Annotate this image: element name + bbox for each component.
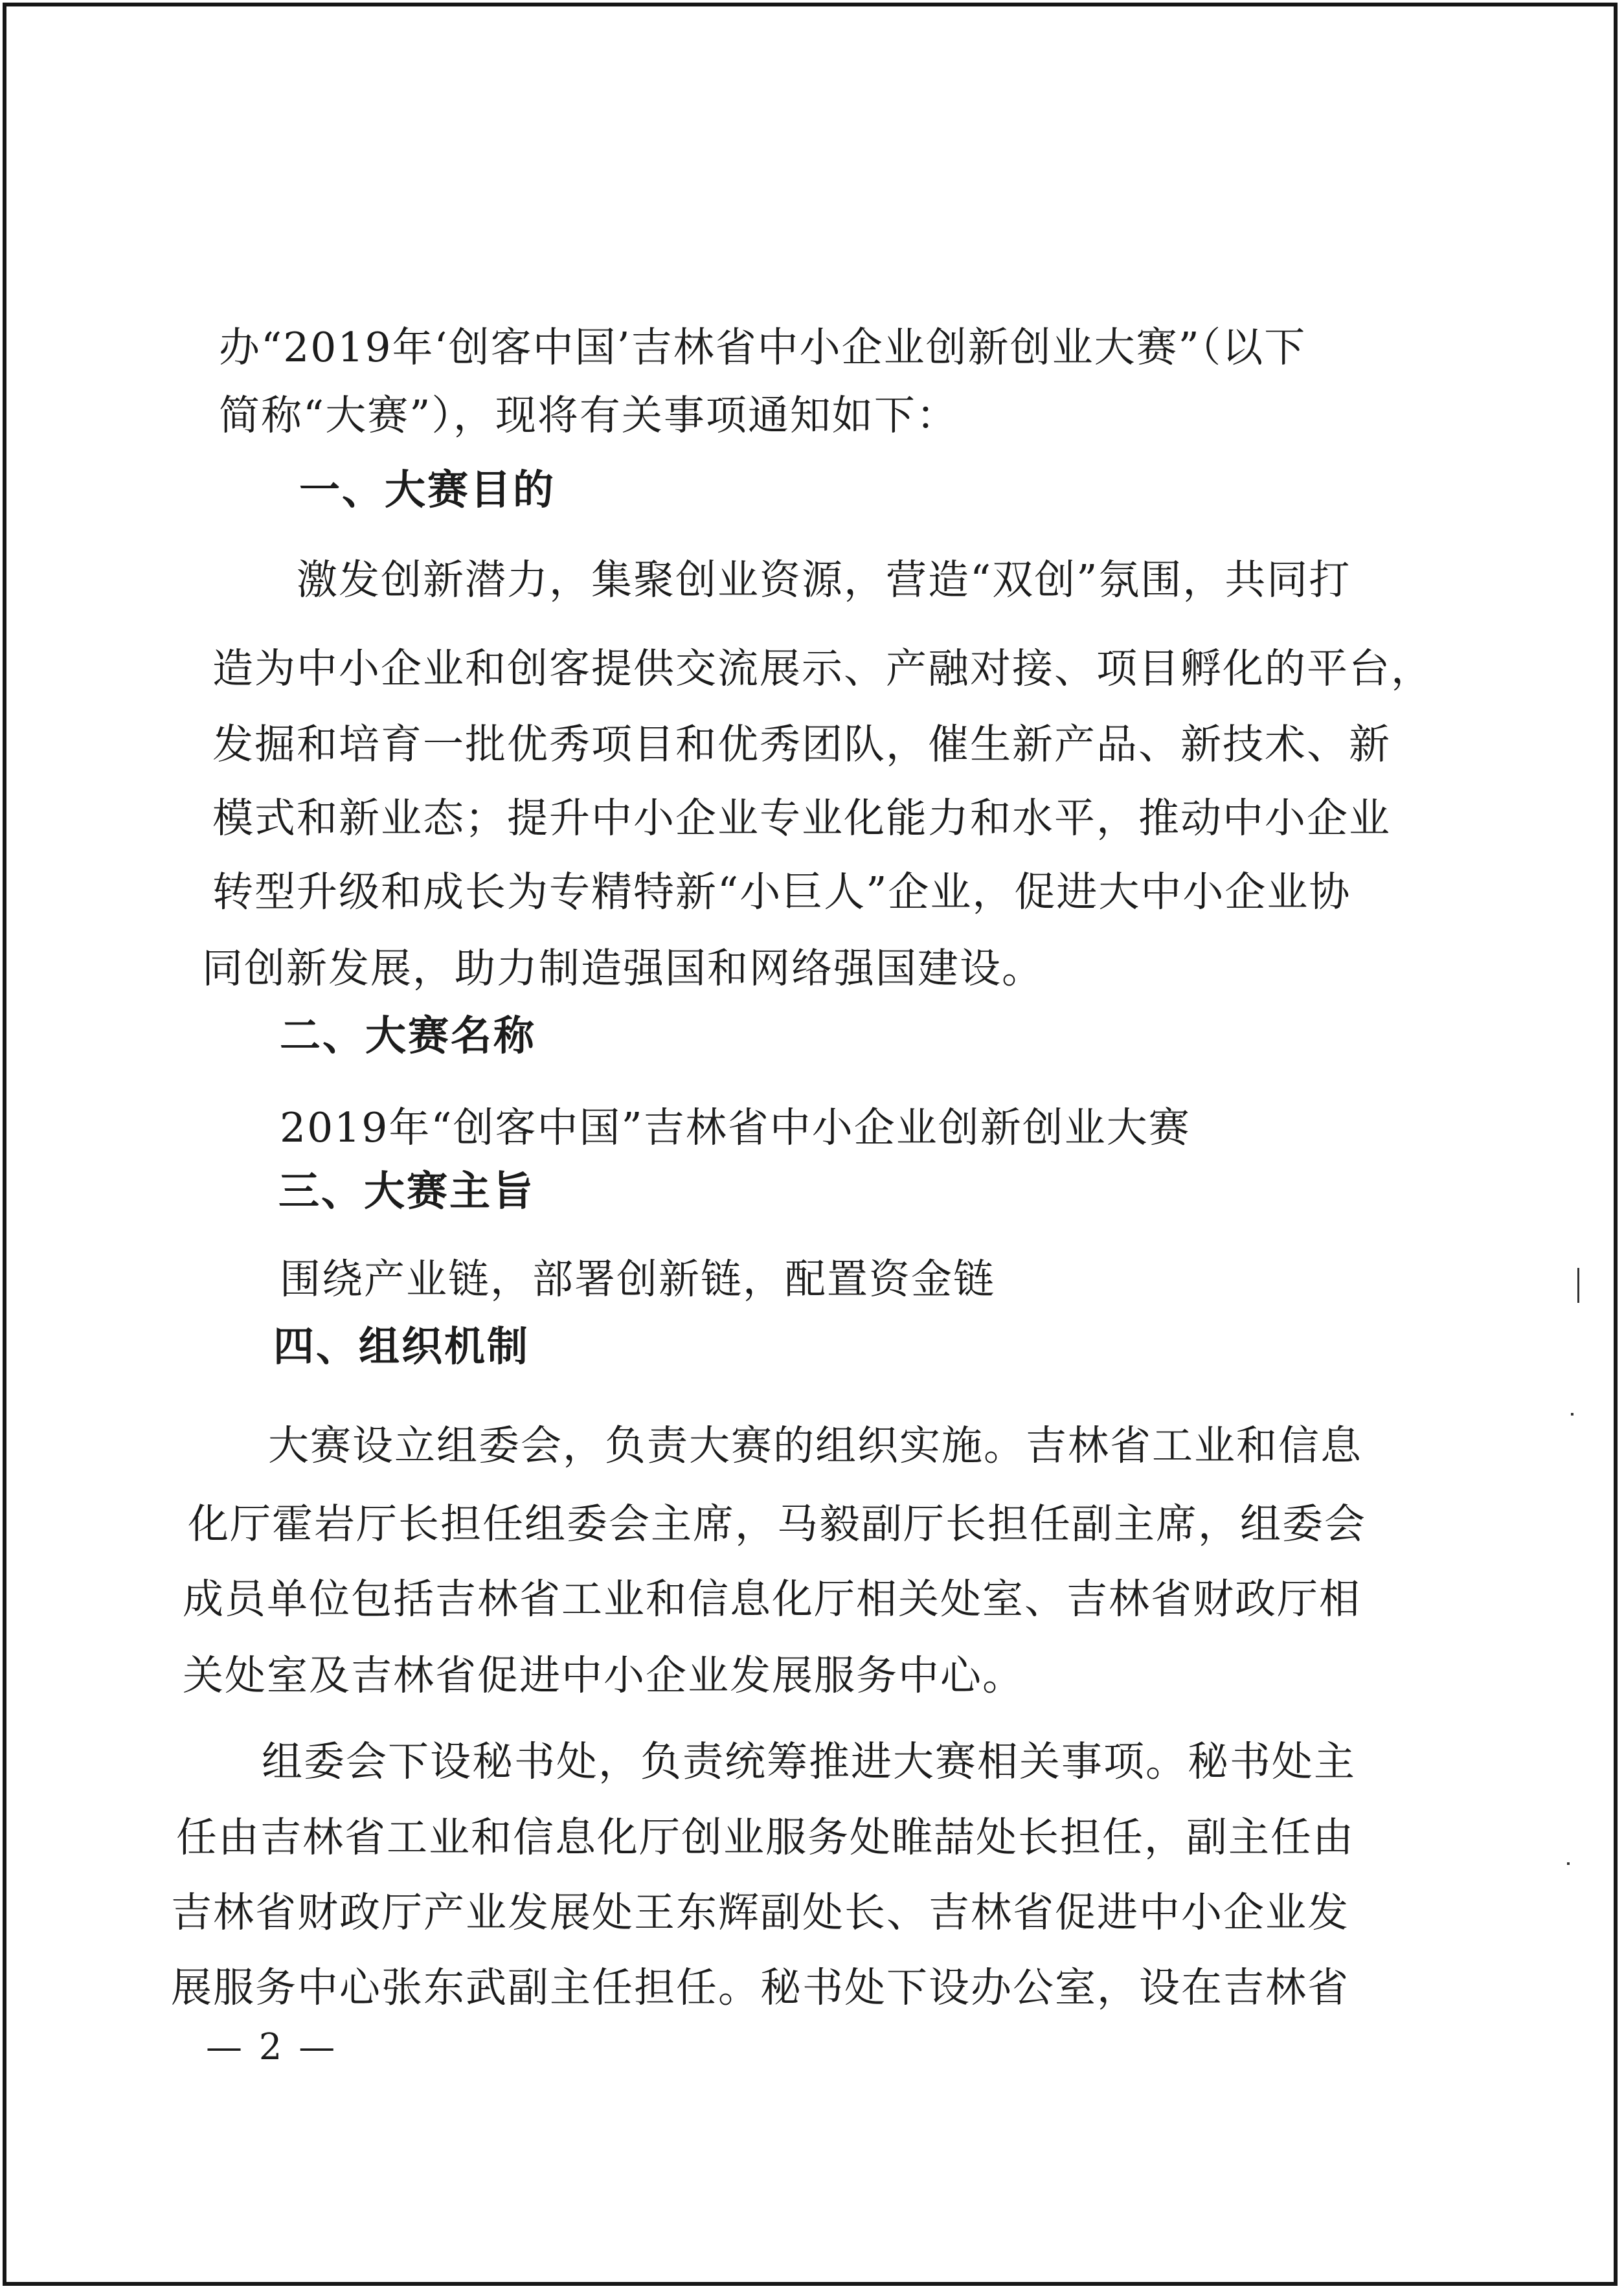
section-heading-purpose: 一、大赛目的 bbox=[299, 466, 556, 514]
scan-speck bbox=[1571, 1413, 1573, 1416]
body-text-line: 办“2019年‘创客中国’吉林省中小企业创新创业大赛”（以下 bbox=[219, 324, 1307, 371]
theme-line: 围绕产业链，部署创新链，配置资金链 bbox=[280, 1256, 995, 1303]
competition-name-line: 2019年“创客中国”吉林省中小企业创新创业大赛 bbox=[280, 1104, 1191, 1151]
section-heading-theme: 三、大赛主旨 bbox=[278, 1168, 535, 1215]
scan-speck bbox=[1567, 1862, 1570, 1865]
body-text-line: 激发创新潜力，集聚创业资源，营造“双创”氛围，共同打 bbox=[297, 556, 1351, 604]
body-text-line: 吉林省财政厅产业发展处王东辉副处长、吉林省促进中小企业发 bbox=[171, 1889, 1349, 1936]
body-text-line: 大赛设立组委会，负责大赛的组织实施。吉林省工业和信息 bbox=[268, 1422, 1362, 1469]
body-text-line: 同创新发展，助力制造强国和网络强国建设。 bbox=[202, 945, 1044, 992]
body-text-line: 转型升级和成长为专精特新“小巨人”企业，促进大中小企业协 bbox=[212, 868, 1351, 916]
scan-speck bbox=[1577, 1268, 1579, 1303]
body-text-line: 任由吉林省工业和信息化厅创业服务处睢喆处长担任，副主任由 bbox=[176, 1814, 1355, 1861]
body-text-line: 组委会下设秘书处，负责统筹推进大赛相关事项。秘书处主 bbox=[262, 1738, 1356, 1785]
page-number: — 2 — bbox=[206, 2026, 338, 2068]
body-text-line: 成员单位包括吉林省工业和信息化厅相关处室、吉林省财政厅相 bbox=[183, 1575, 1361, 1623]
section-heading-name: 二、大赛名称 bbox=[280, 1012, 536, 1059]
body-text-line: 展服务中心张东武副主任担任。秘书处下设办公室，设在吉林省 bbox=[171, 1964, 1349, 2011]
body-text-line: 模式和新业态；提升中小企业专业化能力和水平，推动中小企业 bbox=[212, 795, 1391, 842]
body-text-line: 造为中小企业和创客提供交流展示、产融对接、项目孵化的平台， bbox=[212, 645, 1433, 692]
body-text-line: 化厅霍岩厅长担任组委会主席，马毅副厅长担任副主席，组委会 bbox=[188, 1500, 1366, 1548]
section-heading-organization: 四、组织机制 bbox=[273, 1323, 530, 1370]
body-text-line: 简称“大赛”），现将有关事项通知如下： bbox=[219, 392, 958, 439]
body-text-line: 关处室及吉林省促进中小企业发展服务中心。 bbox=[183, 1652, 1024, 1699]
body-text-line: 发掘和培育一批优秀项目和优秀团队，催生新产品、新技术、新 bbox=[212, 721, 1391, 768]
